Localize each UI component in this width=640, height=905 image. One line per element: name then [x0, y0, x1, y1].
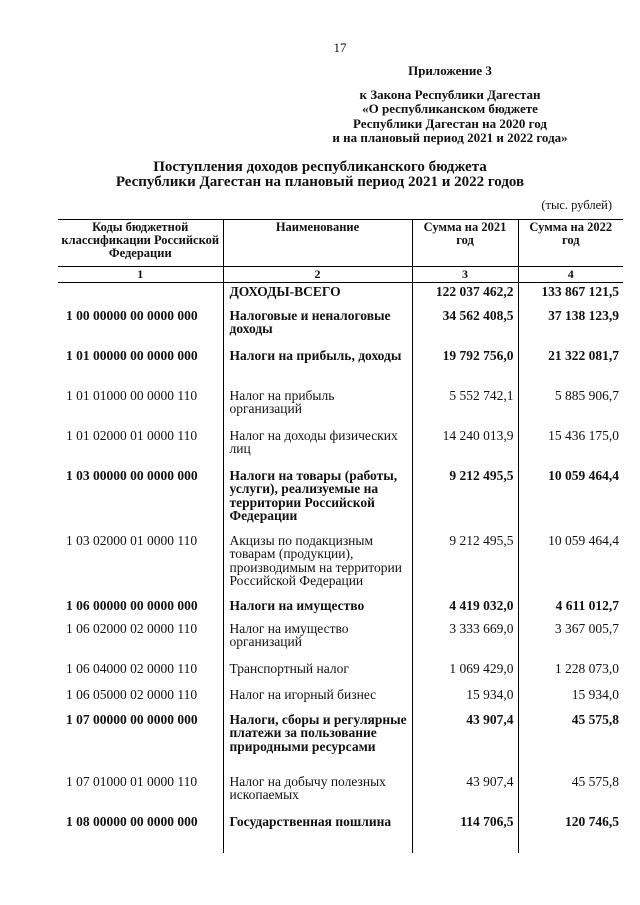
appendix-line: Республики Дагестан на 2020 год — [353, 115, 547, 131]
column-number: 3 — [412, 267, 518, 283]
row-code: 1 03 00000 00 0000 000 — [66, 467, 198, 483]
row-sum-2021: 5 552 742,1 — [412, 387, 518, 427]
row-name: Налог на прибыль организаций — [223, 387, 412, 427]
row-code: 1 00 00000 00 0000 000 — [66, 307, 198, 323]
revenue-table — [58, 219, 623, 853]
row-name: Акцизы по подакцизным товарам (продукции), производимым на территории Российской Федерации — [223, 532, 412, 597]
row-sum-2022: 15 934,0 — [518, 686, 623, 711]
row-sum-2022: 10 059 464,4 — [518, 532, 623, 597]
row-name: Налоги на прибыль, доходы — [223, 347, 412, 387]
row-code: 1 01 00000 00 0000 000 — [66, 347, 198, 363]
column-number: 4 — [518, 267, 623, 283]
document-title-line1: Поступления доходов республиканского бюджета — [153, 159, 487, 175]
row-sum-2021: 14 240 013,9 — [412, 427, 518, 467]
row-sum-2021: 43 907,4 — [412, 711, 518, 773]
table-row — [58, 597, 623, 620]
row-code: 1 01 02000 01 0000 110 — [66, 427, 198, 443]
appendix-title: Приложение 3 — [408, 63, 492, 78]
row-code: 1 06 02000 02 0000 110 — [66, 620, 198, 636]
row-sum-2021: 15 934,0 — [412, 686, 518, 711]
row-sum-2021: 43 907,4 — [412, 773, 518, 813]
row-code: 1 03 02000 01 0000 110 — [66, 532, 198, 548]
row-sum-2022: 5 885 906,7 — [518, 387, 623, 427]
row-sum-2022: 3 367 005,7 — [518, 620, 623, 660]
row-sum-2022: 45 575,8 — [518, 711, 623, 773]
row-sum-2021: 122 037 462,2 — [412, 283, 518, 307]
table-body — [58, 283, 623, 853]
appendix-block — [300, 64, 600, 146]
row-name: Налог на доходы физических лиц — [223, 427, 412, 467]
document-title-line2: Республики Дагестан на плановый период 2021 и 2022 годов — [115, 174, 525, 190]
table-row — [58, 347, 623, 387]
row-name: Налоги на имущество — [223, 597, 412, 620]
row-sum-2021: 3 333 669,0 — [412, 620, 518, 660]
table-row — [58, 283, 623, 307]
appendix-line: к Закона Республики Дагестан — [359, 86, 541, 102]
appendix-line: «О республиканском бюджете — [362, 101, 538, 116]
header-sum-2021: Сумма на 2021 год — [412, 220, 518, 267]
header-name: Наименование — [223, 220, 412, 267]
row-sum-2021: 9 212 495,5 — [412, 532, 518, 597]
row-sum-2021: 114 706,5 — [412, 813, 518, 853]
row-name: Налог на добычу полезных ископаемых — [223, 773, 412, 813]
table-row — [58, 813, 623, 853]
row-code: 1 06 04000 02 0000 110 — [66, 660, 198, 676]
row-code: 1 01 01000 00 0000 110 — [66, 387, 198, 403]
header-sum-2022: Сумма на 2022 год — [518, 220, 623, 267]
table-row — [58, 773, 623, 813]
row-sum-2022: 45 575,8 — [518, 773, 623, 813]
row-name: ДОХОДЫ-ВСЕГО — [223, 283, 412, 307]
table-row — [58, 711, 623, 773]
table-row — [58, 686, 623, 711]
table-row — [58, 307, 623, 347]
row-sum-2022: 120 746,5 — [518, 813, 623, 853]
row-name: Налоговые и неналоговые доходы — [223, 307, 412, 347]
table-header — [58, 220, 623, 283]
table-row — [58, 660, 623, 686]
table-row — [58, 620, 623, 660]
row-name: Налоги на товары (работы, услуги), реализуемые на территории Российской Федерации — [223, 467, 412, 532]
units-label: (тыс. рублей) — [541, 198, 612, 212]
row-code: 1 07 01000 01 0000 110 — [66, 773, 198, 789]
row-name: Налог на игорный бизнес — [223, 686, 412, 711]
row-code — [58, 283, 223, 307]
row-sum-2022: 133 867 121,5 — [518, 283, 623, 307]
page-number: 17 — [333, 40, 347, 55]
row-sum-2022: 37 138 123,9 — [518, 307, 623, 347]
document-title — [80, 160, 560, 190]
row-name: Налог на имущество организаций — [223, 620, 412, 660]
row-sum-2021: 34 562 408,5 — [412, 307, 518, 347]
row-sum-2022: 10 059 464,4 — [518, 467, 623, 532]
row-name: Транспортный налог — [223, 660, 412, 686]
table-row — [58, 427, 623, 467]
header-code: Коды бюджетной классификации Российской Федерации — [58, 220, 223, 267]
row-sum-2021: 19 792 756,0 — [412, 347, 518, 387]
row-code: 1 08 00000 00 0000 000 — [66, 813, 198, 829]
row-name: Государственная пошлина — [223, 813, 412, 853]
appendix-line: и на плановый период 2021 и 2022 года» — [332, 130, 568, 145]
column-number: 2 — [223, 267, 412, 283]
table-row — [58, 467, 623, 532]
table-row — [58, 387, 623, 427]
row-sum-2022: 4 611 012,7 — [518, 597, 623, 620]
row-sum-2021: 4 419 032,0 — [412, 597, 518, 620]
column-number: 1 — [58, 267, 223, 283]
row-sum-2022: 21 322 081,7 — [518, 347, 623, 387]
row-sum-2021: 1 069 429,0 — [412, 660, 518, 686]
row-sum-2022: 1 228 073,0 — [518, 660, 623, 686]
row-name: Налоги, сборы и регулярные платежи за пользование природными ресурсами — [223, 711, 412, 773]
row-code: 1 07 00000 00 0000 000 — [66, 711, 198, 727]
row-code: 1 06 00000 00 0000 000 — [66, 597, 198, 613]
table-row — [58, 532, 623, 597]
row-code: 1 06 05000 02 0000 110 — [66, 686, 198, 702]
row-sum-2021: 9 212 495,5 — [412, 467, 518, 532]
row-sum-2022: 15 436 175,0 — [518, 427, 623, 467]
